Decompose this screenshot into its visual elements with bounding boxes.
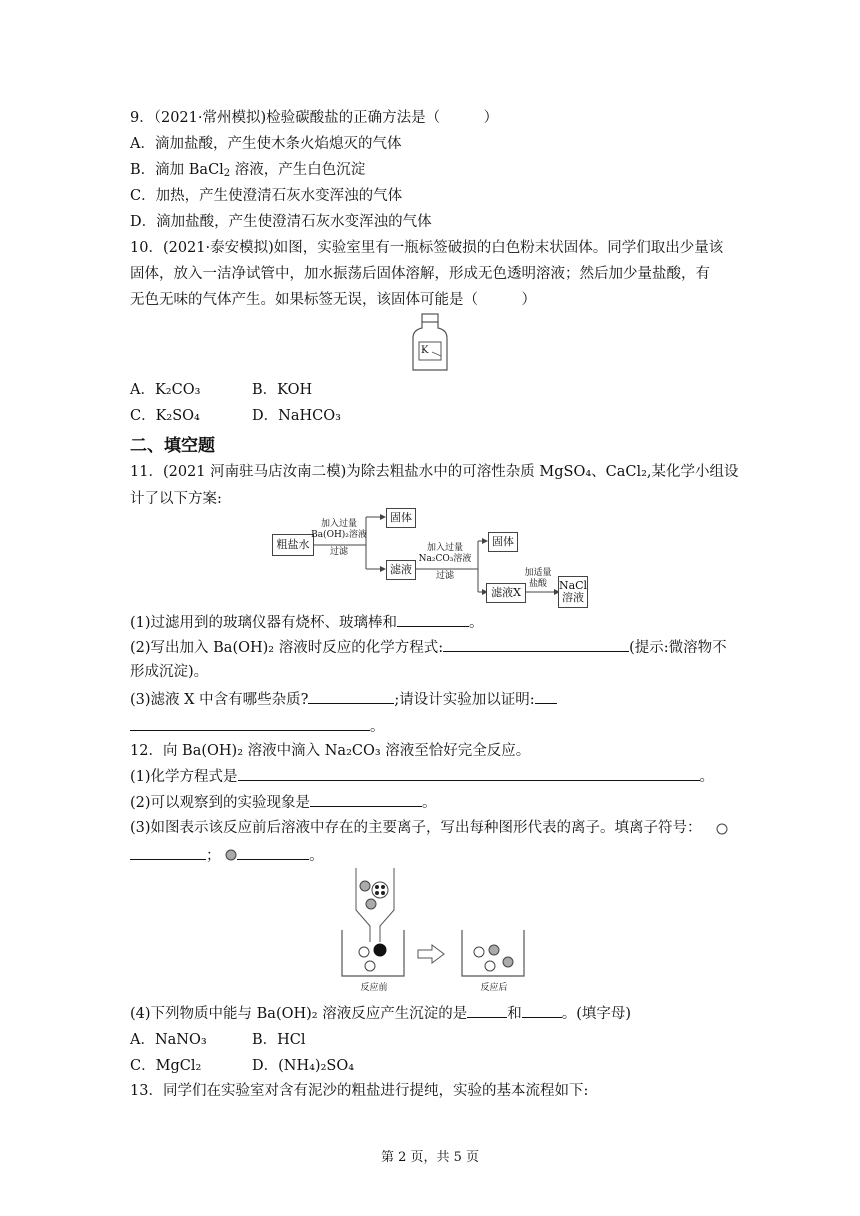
q12-part1: (1)化学方程式是 。 <box>130 766 714 787</box>
q9-option-c: C．加热，产生使澄清石灰水变浑浊的气体 <box>130 188 403 204</box>
bottle-label-text: K <box>421 345 429 356</box>
reagent-bottle-illustration <box>405 312 455 374</box>
q11-part2-cont: 形成沉淀)。 <box>130 664 209 680</box>
q10-option-b: B．KOH <box>252 382 313 398</box>
q12-option-d: D．(NH₄)₂SO₄ <box>252 1058 355 1074</box>
q9-stem: 9．（2021·常州模拟)检验碳酸盐的正确方法是（ ） <box>130 110 499 126</box>
flow-step3-reagent: 加适量 <box>524 568 552 578</box>
q12-option-b: B．HCl <box>252 1032 306 1048</box>
flow-filtrate2-box: 滤液X <box>486 583 526 603</box>
before-reaction-label: 反应前 <box>360 983 388 993</box>
flow-step1-reagent: 加入过量 <box>320 519 357 529</box>
after-reaction-label: 反应后 <box>480 983 508 993</box>
flow-solid1-box: 固体 <box>386 508 416 528</box>
q12-blank4[interactable] <box>237 845 309 860</box>
flow-start-box: 粗盐水 <box>272 534 314 556</box>
section-heading-fill-in: 二、填空题 <box>130 436 215 456</box>
q9-option-b: B．滴加 BaCl$_2$ 溶液，产生白色沉淀 <box>130 162 366 179</box>
gray-circle-icon <box>225 849 237 861</box>
q11-part2: (2)写出加入 Ba(OH)₂ 溶液时反应的化学方程式: (提示:微溶物不 <box>130 637 727 658</box>
q12-blank2[interactable] <box>310 792 422 807</box>
q12-stem: 12．向 Ba(OH)₂ 溶液中滴入 Na₂CO₃ 溶液至恰好完全反应。 <box>130 743 531 759</box>
q11-blank2[interactable] <box>443 637 629 652</box>
q12-part3: (3)如图表示该反应前后溶液中存在的主要离子，写出每种图形代表的离子。填离子符号： <box>130 820 702 836</box>
q11-part3-cont: 。 <box>130 716 385 737</box>
q10-option-d: D．NaHCO₃ <box>252 408 341 424</box>
q11-part3: (3)滤液 X 中含有哪些杂质? ;请设计实验加以证明: <box>130 689 557 710</box>
flow-step2-filter: 过滤 <box>435 571 454 581</box>
flow-step3-acid: 盐酸 <box>528 579 547 589</box>
flow-filtrate1-box: 滤液 <box>386 560 416 580</box>
q11-blank1[interactable] <box>397 612 469 627</box>
q12-part2: (2)可以观察到的实验现象是 。 <box>130 792 437 813</box>
flow-step2-reagent-name: Na₂CO₃溶液 <box>418 554 472 564</box>
flow-step1-filter: 过滤 <box>329 547 348 557</box>
q12-blank5[interactable] <box>467 1003 507 1018</box>
q12-blank6[interactable] <box>522 1003 562 1018</box>
q12-part4: (4)下列物质中能与 Ba(OH)₂ 溶液反应产生沉淀的是 和 。(填字母) <box>130 1003 631 1024</box>
flow-step2-reagent: 加入过量 <box>426 543 463 553</box>
q13-stem: 13．同学们在实验室对含有泥沙的粗盐进行提纯，实验的基本流程如下: <box>130 1083 589 1099</box>
q11-blank4-start[interactable] <box>535 689 557 704</box>
flow-end-box: NaCl 溶液 <box>558 576 588 608</box>
q9-option-a: A．滴加盐酸，产生使木条火焰熄灭的气体 <box>130 136 402 152</box>
q10-stem-line3: 无色无味的气体产生。如果标签无误，该固体可能是（ ） <box>130 292 536 308</box>
q12-part3-answers: ； 。 <box>130 845 324 866</box>
flow-step1-reagent-name: Ba(OH)₂溶液 <box>311 530 367 540</box>
open-circle-icon <box>716 823 728 835</box>
q11-blank4[interactable] <box>130 716 370 731</box>
q12-blank3[interactable] <box>130 845 206 860</box>
q10-option-a: A．K₂CO₃ <box>130 382 201 398</box>
q10-stem-line2: 固体，放入一洁净试管中，加水振荡后固体溶解，形成无色透明溶液；然后加少量盐酸，有 <box>130 266 710 282</box>
q11-stem-line1: 11．(2021 河南驻马店汝南二模)为除去粗盐水中的可溶性杂质 MgSO₄、CaCl₂,某化学小组设 <box>130 464 739 480</box>
q11-part1: (1)过滤用到的玻璃仪器有烧杯、玻璃棒和 。 <box>130 612 484 633</box>
q10-option-c: C．K₂SO₄ <box>130 408 200 424</box>
q10-stem-line1: 10．(2021·泰安模拟)如图，实验室里有一瓶标签破损的白色粉末状固体。同学们取出少量该 <box>130 240 724 256</box>
page-footer: 第 2 页，共 5 页 <box>380 1150 480 1165</box>
q9-option-d: D．滴加盐酸，产生使澄清石灰水变浑浊的气体 <box>130 214 432 230</box>
flow-solid2-box: 固体 <box>488 532 518 552</box>
q12-blank1[interactable] <box>238 766 700 781</box>
reaction-ions-diagram <box>338 866 538 982</box>
q11-blank3[interactable] <box>308 689 394 704</box>
q12-option-c: C．MgCl₂ <box>130 1058 202 1074</box>
q12-option-a: A．NaNO₃ <box>130 1032 207 1048</box>
q11-stem-line2: 计了以下方案: <box>130 491 222 507</box>
